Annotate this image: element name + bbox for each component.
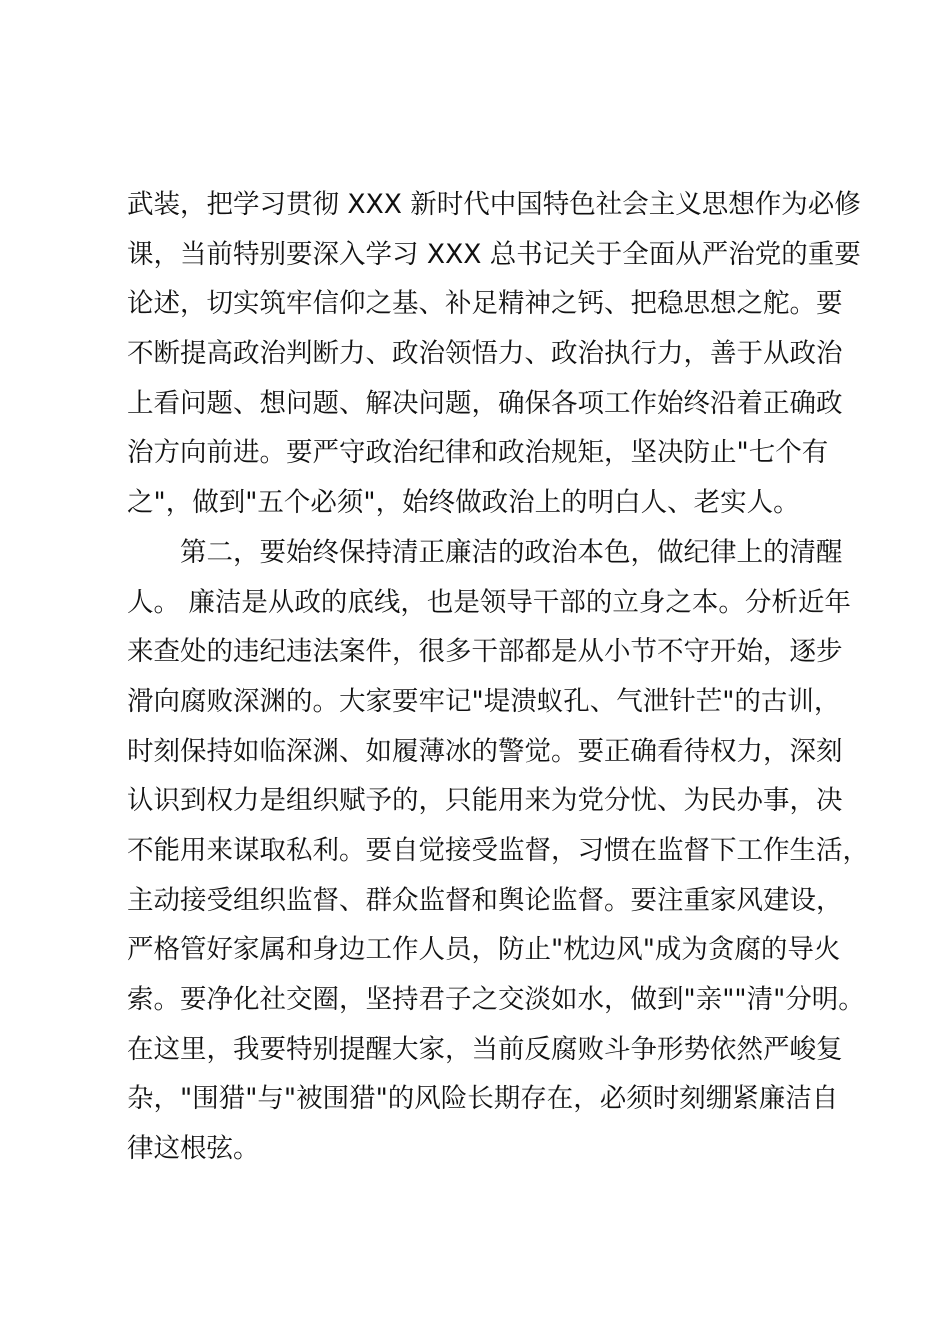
- body-text: [127, 180, 869, 1174]
- text-line: 不断提高政治判断力、政治领悟力、政治执行力，善于从政治: [127, 338, 843, 370]
- paragraph-start-line: 第二，要始终保持清正廉洁的政治本色，做纪律上的清醒: [127, 536, 843, 568]
- text-line: 之"，做到"五个必须"，始终做政治上的明白人、老实人。: [127, 487, 800, 519]
- text-line: 索。要净化社交圈，坚持君子之交淡如水，做到"亲""清"分明。: [127, 984, 865, 1015]
- text-line: 在这里，我要特别提醒大家，当前反腐败斗争形势依然严峻复: [127, 1033, 843, 1065]
- text-line: 主动接受组织监督、群众监督和舆论监督。要注重家风建设，: [127, 884, 843, 916]
- text-line: 治方向前进。要严守政治纪律和政治规矩，坚决防止"七个有: [127, 437, 829, 469]
- text-line: 滑向腐败深渊的。大家要牢记"堤溃蚁孔、气泄针芒"的古训，: [127, 685, 841, 717]
- text-line: 上看问题、想问题、解决问题，确保各项工作始终沿着正确政: [127, 387, 843, 419]
- text-line: 严格管好家属和身边工作人员，防止"枕边风"成为贪腐的导火: [127, 934, 841, 966]
- text-line: 认识到权力是组织赋予的，只能用来为党分忧、为民办事，决: [127, 785, 843, 817]
- text-line: 武装，把学习贯彻 XXX 新时代中国特色社会主义思想作为必修: [127, 189, 861, 220]
- text-line: 课，当前特别要深入学习 XXX 总书记关于全面从严治党的重要: [127, 238, 861, 270]
- text-line: 不能用来谋取私利。要自觉接受监督，习惯在监督下工作生活，: [127, 834, 869, 866]
- text-line: 时刻保持如临深渊、如履薄冰的警觉。要正确看待权力，深刻: [127, 735, 843, 767]
- text-line: 律这根弦。: [127, 1133, 260, 1165]
- text-line: 人。 廉洁是从政的底线，也是领导干部的立身之本。分析近年: [127, 586, 851, 618]
- text-line: 杂，"围猎"与"被围猎"的风险长期存在，必须时刻绷紧廉洁自: [127, 1083, 839, 1115]
- text-line: 来查处的违纪违法案件，很多干部都是从小节不守开始，逐步: [127, 636, 843, 668]
- text-line: 论述，切实筑牢信仰之基、补足精神之钙、把稳思想之舵。要: [127, 288, 843, 320]
